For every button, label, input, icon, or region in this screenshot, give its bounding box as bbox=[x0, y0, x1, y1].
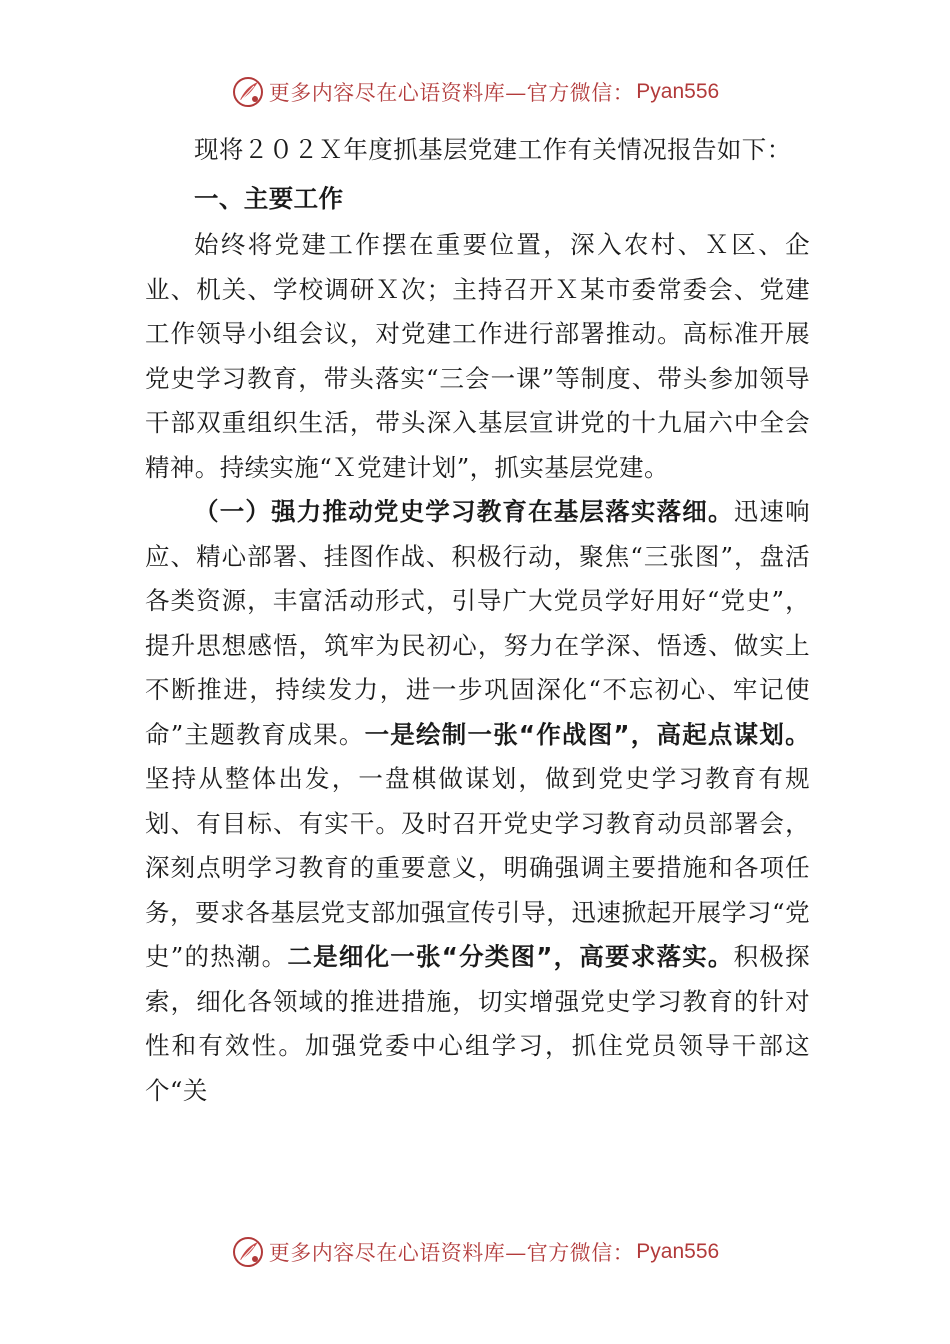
subheading-party-history: （一）强力推动党史学习教育在基层落实落细。 bbox=[194, 497, 734, 526]
paragraph-text: 坚持从整体出发，一盘棋做谋划，做到党史学习教育有规划、有目标、有实干。及时召开党史学习教育动员部署会，深刻点明学习教育的重要意义，明确强调主要措施和各项任务，要求各基层党支部加强宣传引导，迅速掀起开展学习“党史”的热潮。 bbox=[145, 764, 810, 971]
paragraph-main-work: 始终将党建工作摆在重要位置，深入农村、Ｘ区、企业、机关、学校调研Ｘ次；主持召开Ｘ某市委常委会、党建工作领导小组会议，对党建工作进行部署推动。高标准开展党史学习教育，带头落实“三会一课”等制度、带头参加领导干部双重组织生活，带头深入基层宣讲党的十九届六中全会精神。持续实施“Ｘ党建计划”，抓实基层党建。 bbox=[145, 230, 810, 482]
watermark-banner-top bbox=[0, 70, 950, 114]
document-body bbox=[145, 128, 810, 1113]
watermark-text: 更多内容尽在心语资料库—官方微信： bbox=[268, 1241, 635, 1265]
point-two-heading: 二是细化一张“分类图”，高要求落实。 bbox=[287, 942, 734, 971]
paragraph-party-history bbox=[145, 490, 810, 1113]
paragraph-text: 积极探索，细化各领域的推进措施，切实增强党史学习教育的针对性和有效性。加强党委中心组学习，抓住党员领导干部这个“关 bbox=[145, 942, 811, 1105]
paragraph-text: 迅速响应、精心部署、挂图作战、积极行动，聚焦“三张图”，盘活各类资源，丰富活动形式，引导广大党员学好用好“党史”，提升思想感悟，筑牢为民初心，努力在学深、悟透、做实上不断推进，持续发力，进一步巩固深化“不忘初心、牢记使命”主题教育成果。 bbox=[145, 497, 811, 749]
section-heading-main-work: 一、主要工作 bbox=[194, 183, 344, 213]
watermark-text: 更多内容尽在心语资料库—官方微信： bbox=[268, 81, 635, 105]
watermark-banner-bottom bbox=[0, 1230, 950, 1274]
watermark-wechat-id: Pyan556 bbox=[636, 80, 720, 103]
watermark-wechat-id: Pyan556 bbox=[636, 1240, 720, 1263]
point-one-heading: 一是绘制一张“作战图”，高起点谋划。 bbox=[364, 719, 811, 749]
intro-paragraph: 现将２０２Ｘ年度抓基层党建工作有关情况报告如下： bbox=[194, 135, 792, 164]
feather-seal-icon bbox=[231, 75, 265, 109]
feather-seal-icon bbox=[231, 1235, 265, 1269]
